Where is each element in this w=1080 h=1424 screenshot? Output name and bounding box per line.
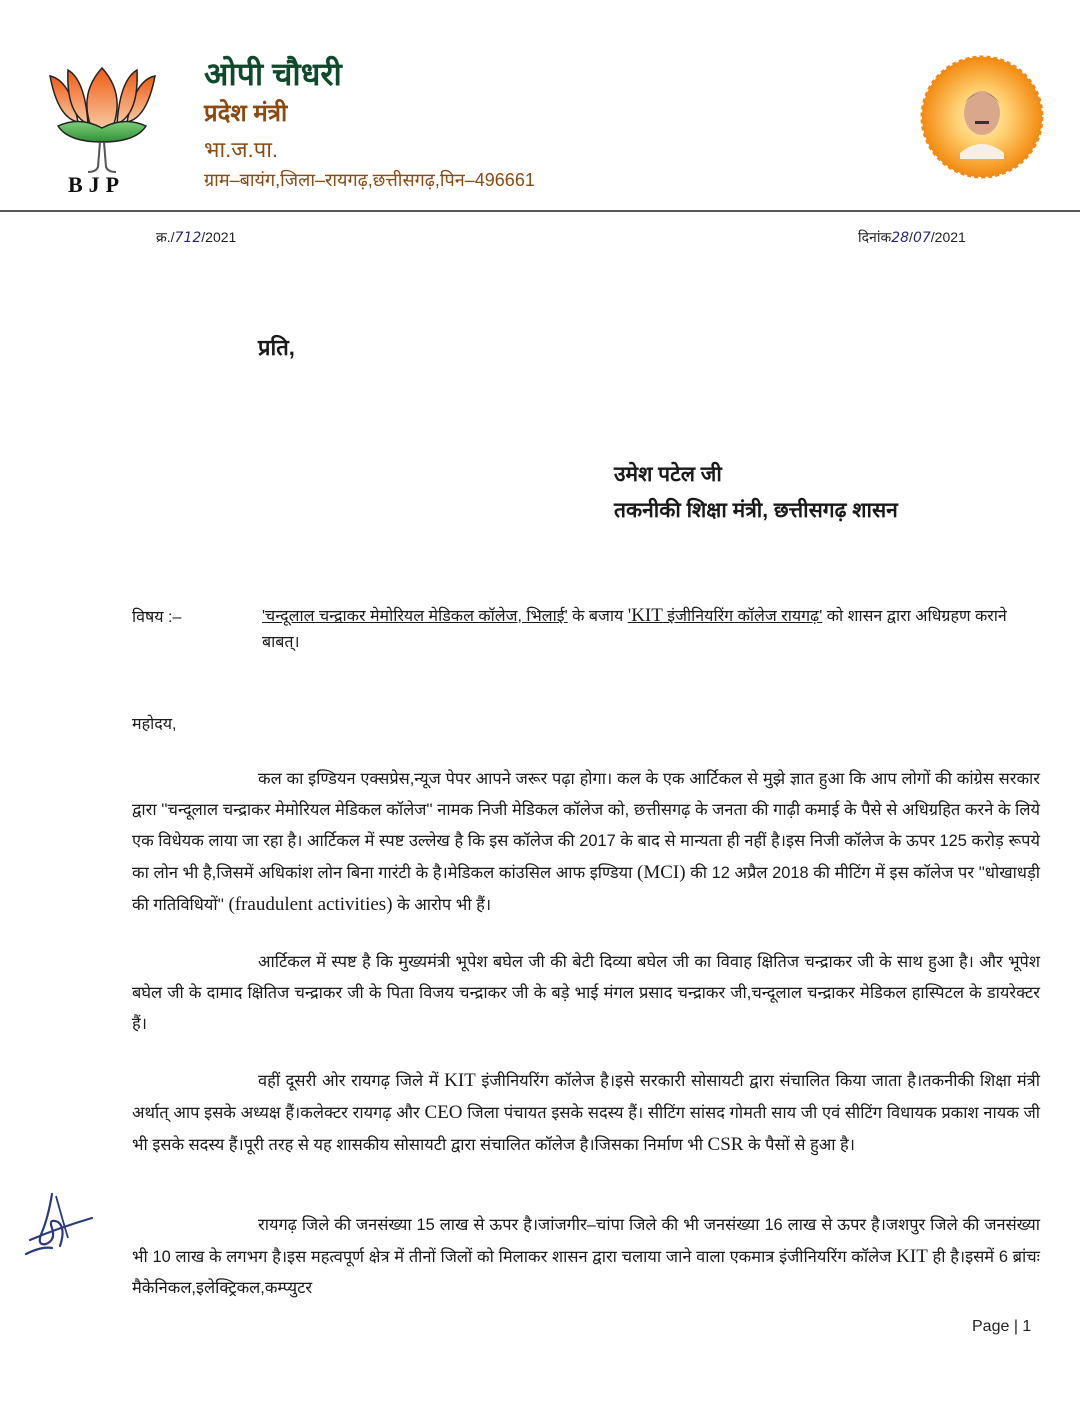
date-month: 07 (912, 230, 931, 246)
reference-number-value: 712 (174, 230, 202, 246)
date-day: 28 (891, 230, 910, 246)
date-year: /2021 (930, 229, 966, 245)
body-paragraph-2: आर्टिकल में स्पष्ट है कि मुख्यमंत्री भूपेश बघेल जी की बेटी दिव्या बघेल जी का विवाह क्षितिज चन्द्राकर जी के साथ हुआ है। और भूपेश बघेल जी के दामाद क्षितिज चन्द्राकर जी के पिता विजय चन्द्राकर जी के बड़े भाई मंगल प्रसाद चन्द्राकर जी,चन्दूलाल चन्द्राकर मेडिकल हास्पिटल के डायरेक्टर हैं। (132, 953, 1040, 1033)
subject-ending: को शासन द्वारा अधिग्रहण कराने बाबत्। (262, 608, 1007, 651)
to-label: प्रति, (258, 335, 295, 360)
body-paragraph-1: कल का इण्डियन एक्सप्रेस,न्यूज पेपर आपने जरूर पढ़ा होगा। कल के एक आर्टिकल से मुझे ज्ञात हुआ कि आप लोगों की कांग्रेस सरकार द्वारा ''चन्दूलाल चन्द्राकर मेमोरियल मेडिकल कॉलेज'' नामक निजी मेडिकल कॉलेज को, छत्तीसगढ़ के जनता की गाढ़ी कमाई के पैसे से अधिग्रहित करने के लिये एक विधेयक लाया जा रहा है। आर्टिकल में स्पष्ट उल्लेख है कि इस कॉलेज की 2017 के बाद से मान्यता ही नहीं है।इस निजी कॉलेज के ऊपर 125 करोड़ रूपये का लोन भी है,जिसमें अधिकांश लोन बिना गारंटी के है।मेडिकल कांउसिल आफ इण्डिया (MCI) की 12 अप्रैल 2018 की मीटिंग में इस कॉलेज पर ''धोखाधड़ी की गतिविधियों'' (fraudulent activities) के आरोप भी हैं। (132, 770, 1040, 915)
date-label: दिनांक (858, 229, 892, 245)
salutation: महोदय, (132, 716, 177, 733)
addressee-designation: तकनीकी शिक्षा मंत्री, छत्तीसगढ़ शासन (614, 499, 898, 522)
subject-label: विषय :– (132, 609, 182, 626)
sender-address: ग्राम–बायंग,जिला–रायगढ़,छत्तीसगढ़,पिन–496661 (204, 170, 535, 190)
reference-number (156, 228, 236, 247)
handwritten-signature-icon (22, 1188, 96, 1264)
sender-party: भा.ज.पा. (204, 137, 279, 162)
logo-text: BJP (68, 172, 126, 197)
subject-medical-college: 'चन्दूलाल चन्द्राकर मेमोरियल मेडिकल कॉलेज, भिलाई' (262, 608, 568, 625)
reference-year: /2021 (201, 229, 237, 245)
body-paragraph-3: वहीं दूसरी ओर रायगढ़ जिले में KIT इंजीनियरिंग कॉलेज है।इसे सरकारी सोसायटी द्वारा संचालित किया जाता है।तकनीकी शिक्षा मंत्री अर्थात् आप इसके अध्यक्ष हैं।कलेक्टर रायगढ़ और CEO जिला पंचायत इसके सदस्य हैं। सीटिंग सांसद गोमती साय जी एवं सीटिंग विधायक प्रकाश नायक जी भी इसके सदस्य हैं।पूरी तरह से यह शासकीय सोसायटी द्वारा संचालित कॉलेज है।जिसका निर्माण भी CSR के पैसों से हुआ है। (132, 1070, 1041, 1155)
body-paragraph-4: रायगढ़ जिले की जनसंख्या 15 लाख से ऊपर है।जांजगीर–चांपा जिले की भी जनसंख्या 16 लाख से ऊपर है।जशपुर जिले की जनसंख्या भी 10 लाख के लगभग है।इस महत्वपूर्ण क्षेत्र में तीनों जिलों को मिलाकर शासन द्वारा चलाया जाने वाला एकमात्र इंजीनियरिंग कॉलेज KIT ही है।इसमें 6 ब्रांचः मैकेनिकल,इलेक्ट्रिकल,कम्प्युटर (132, 1216, 1040, 1297)
sender-post: प्रदेश मंत्री (204, 100, 288, 127)
reference-prefix: क्र./ (156, 229, 175, 245)
centenary-emblem-icon (920, 55, 1045, 180)
subject-connector: के बजाय (567, 608, 628, 625)
letter-date: दिनांक28/07/2021 (858, 229, 966, 246)
sender-name: ओपी चौधरी (204, 56, 342, 92)
subject-text (262, 603, 1022, 656)
addressee-name: उमेश पटेल जी (614, 463, 722, 486)
subject-kit-college: 'KIT इंजीनियरिंग कॉलेज रायगढ़' (627, 605, 823, 626)
letterhead-divider (0, 210, 1080, 212)
page-number: Page | 1 (972, 1318, 1032, 1335)
